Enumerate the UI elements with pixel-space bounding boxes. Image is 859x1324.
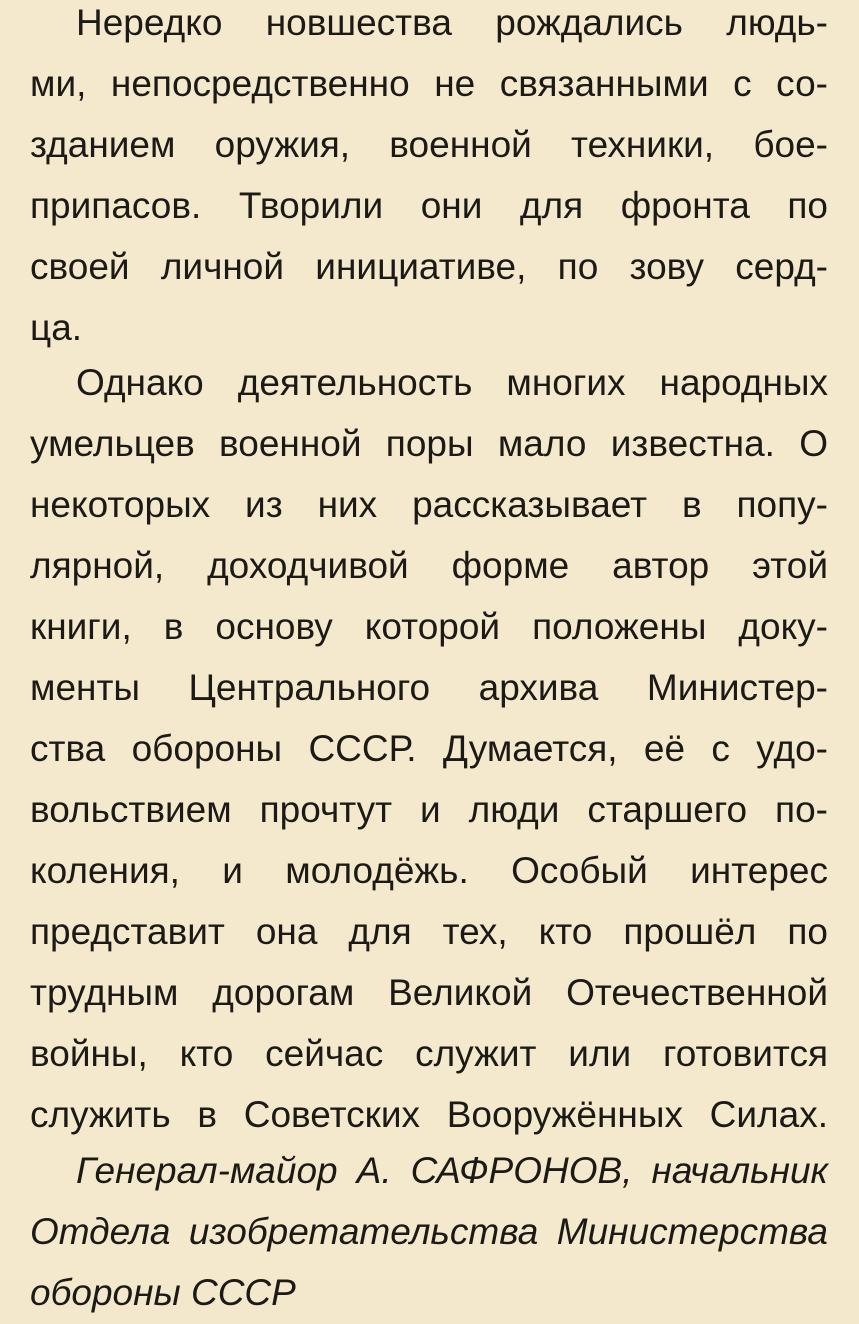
paragraph-2-line: представит она для тех, кто прошёл по (30, 911, 828, 952)
paragraph-2-line: менты Центрального архива Министер- (30, 667, 828, 708)
paragraph-2-line: трудным дорогам Великой Отечественной (30, 972, 828, 1013)
paragraph-2-line: умельцев военной поры мало известна. О (30, 423, 828, 464)
paragraph-1-line: ца. (30, 307, 83, 348)
signature-line: Отдела изобретательства Министерства (30, 1211, 828, 1252)
paragraph-2-line: Однако деятельность многих народных (76, 362, 828, 403)
paragraph-1-line: ми, непосредственно не связанными с со- (30, 63, 828, 104)
paragraph-1-line: Нередко новшества рождались людь- (76, 2, 828, 43)
paragraph-1-line: своей личной инициативе, по зову серд- (30, 246, 828, 287)
paragraph-2-line: лярной, доходчивой форме автор этой (30, 545, 828, 586)
paragraph-1-line: зданием оружия, военной техники, бое- (30, 124, 828, 165)
paragraph-1-line: припасов. Творили они для фронта по (30, 185, 828, 226)
paragraph-2-line: некоторых из них рассказывает в попу- (30, 484, 828, 525)
paragraph-2-line: ства обороны СССР. Думается, её с удо- (30, 728, 828, 769)
paragraph-2-line: войны, кто сейчас служит или готовится (30, 1033, 828, 1074)
paragraph-2-line: вольствием прочтут и люди старшего по- (30, 789, 828, 830)
signature-line: обороны СССР (30, 1272, 296, 1313)
paragraph-2-line: коления, и молодёжь. Особый интерес (30, 850, 828, 891)
signature-line: Генерал-майор А. САФРОНОВ, начальник (76, 1150, 828, 1191)
paragraph-2-line: книги, в основу которой положены доку- (30, 606, 828, 647)
paragraph-2-line: служить в Советских Вооружённых Силах. (30, 1094, 828, 1135)
